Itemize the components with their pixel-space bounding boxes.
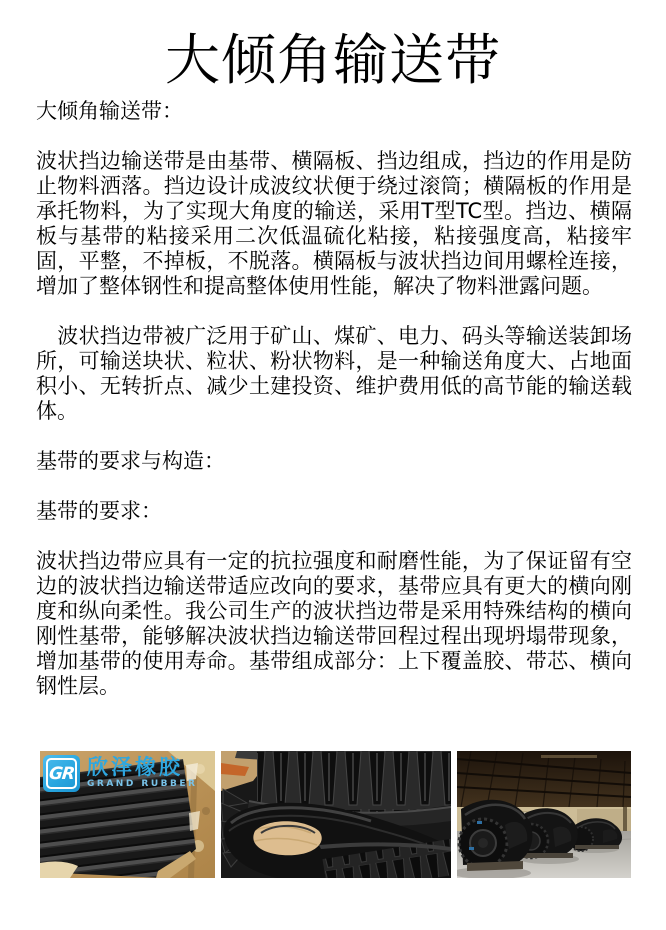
brand-monogram: GR xyxy=(47,763,76,784)
brand-name-chinese: 欣泽橡胶 xyxy=(87,755,183,779)
product-photo-gallery xyxy=(40,751,631,878)
lead-line: 大倾角输送带： xyxy=(36,99,183,123)
brand-logo-badge xyxy=(43,755,80,792)
brand-logo xyxy=(43,755,197,792)
section-heading-base-belt-requirements: 基带的要求： xyxy=(36,499,162,523)
paragraph-base-belt: 波状挡边带应具有一定的抗拉强度和耐磨性能，为了保证留有空边的波状挡边输送带适应改向的要求，基带应具有更大的横向刚度和纵向柔性。我公司生产的波状挡边带是采用特殊结构的横向刚性基带，能够解决波状挡边输送带回程过程出现坍塌带现象，增加基带的使用寿命。基带组成部分：上下覆盖胶、带芯、横向钢性层。 xyxy=(36,549,632,698)
brand-logo-text xyxy=(87,755,197,790)
factory-illustration xyxy=(457,751,631,878)
article-body xyxy=(36,99,632,724)
section-heading-base-belt-structure: 基带的要求与构造： xyxy=(36,449,225,473)
product-photo-belt-mat xyxy=(40,751,215,878)
brand-name-english: GRAND RUBBER xyxy=(87,779,198,789)
paragraph-overview: 波状挡边输送带是由基带、横隔板、挡边组成，挡边的作用是防止物料洒落。挡边设计成波纹状便于绕过滚筒；横隔板的作用是承托物料，为了实现大角度的输送，采用T型TC型。挡边、横隔板与基带的粘接采用二次低温硫化粘接，粘接强度高，粘接牢固，平整，不掉板，不脱落。横隔板与波状挡边间用螺栓连接，增加了整体钢性和提高整体使用性能，解决了物料泄露问题。 xyxy=(36,149,632,298)
product-photo-factory xyxy=(457,751,631,878)
paragraph-applications: 波状挡边带被广泛用于矿山、煤矿、电力、码头等输送装卸场所，可输送块状、粒状、粉状物料，是一种输送角度大、占地面积小、无转折点、减少土建投资、维护费用低的高节能的输送载体。 xyxy=(36,324,632,423)
product-photo-belt-loop xyxy=(221,751,451,878)
belt-loop-illustration xyxy=(221,751,451,878)
page-title: 大倾角输送带 xyxy=(164,28,501,92)
